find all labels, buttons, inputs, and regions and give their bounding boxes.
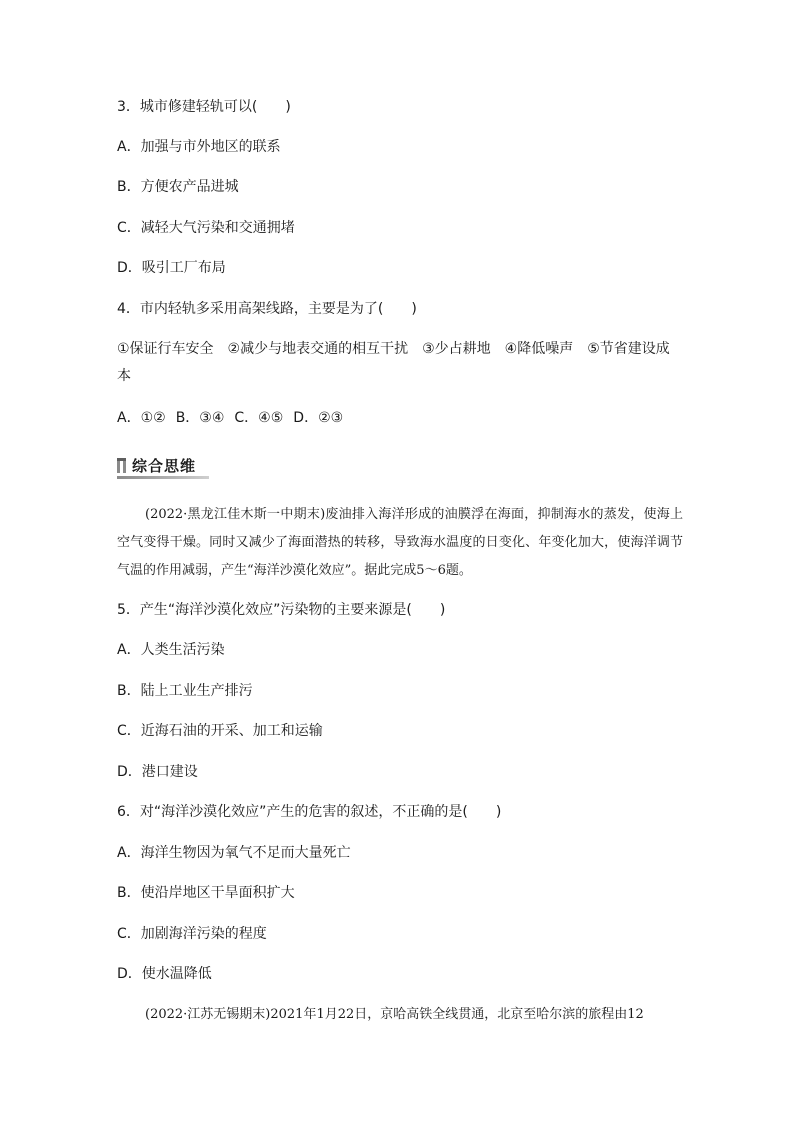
section-title: 综合思维 xyxy=(132,456,197,475)
question-4-items: ①保证行车安全 ②减少与地表交通的相互干扰 ③少占耕地 ④降低噪声 ⑤节省建设成本 xyxy=(117,341,670,384)
section-marker-icon xyxy=(117,458,126,473)
reading-passage-2: (2022·江苏无锡期末)2021年1月22日，京哈高铁全线贯通，北京至哈尔滨的旅程由12 xyxy=(145,1007,644,1022)
question-3-option-a: A．加强与市外地区的联系 xyxy=(117,139,281,155)
question-4-option-a: A．①② xyxy=(117,410,166,426)
question-4-option-b: B．③④ xyxy=(175,410,225,426)
question-3-stem: 3．城市修建轻轨可以( ) xyxy=(117,99,291,115)
question-6-stem: 6．对“海洋沙漠化效应”产生的危害的叙述，不正确的是( ) xyxy=(117,804,502,820)
question-4-option-c: C．④⑤ xyxy=(234,410,284,426)
question-5-option-a: A．人类生活污染 xyxy=(117,642,225,658)
question-5-option-d: D．港口建设 xyxy=(117,764,198,780)
question-4-options xyxy=(117,408,343,428)
question-6-option-b: B．使沿岸地区干旱面积扩大 xyxy=(117,885,295,901)
question-4-stem: 4．市内轻轨多采用高架线路，主要是为了( ) xyxy=(117,301,417,317)
section-divider xyxy=(117,476,209,479)
section-header xyxy=(117,454,209,476)
question-6-option-a: A．海洋生物因为氧气不足而大量死亡 xyxy=(117,845,351,861)
question-5-stem: 5．产生“海洋沙漠化效应”污染物的主要来源是( ) xyxy=(117,602,446,618)
question-6-option-c: C．加剧海洋污染的程度 xyxy=(117,926,267,942)
question-6-option-d: D．使水温降低 xyxy=(117,966,212,982)
question-3-option-c: C．减轻大气污染和交通拥堵 xyxy=(117,220,295,236)
question-4-option-d: D．②③ xyxy=(293,410,344,426)
question-5-option-c: C．近海石油的开采、加工和运输 xyxy=(117,723,323,739)
reading-passage-1: (2022·黑龙江佳木斯一中期末)废油排入海洋形成的油膜浮在海面，抑制海水的蒸发，使海上空气变得干燥。同时又减少了海面潜热的转移，导致海水温度的日变化、年变化加大，使海洋调节气温的作用减弱，产生“海洋沙漠化效应”。据此完成5～6题。 xyxy=(117,507,683,578)
question-3-option-d: D．吸引工厂布局 xyxy=(117,260,226,276)
question-5-option-b: B．陆上工业生产排污 xyxy=(117,683,253,699)
question-3-option-b: B．方便农产品进城 xyxy=(117,179,239,195)
